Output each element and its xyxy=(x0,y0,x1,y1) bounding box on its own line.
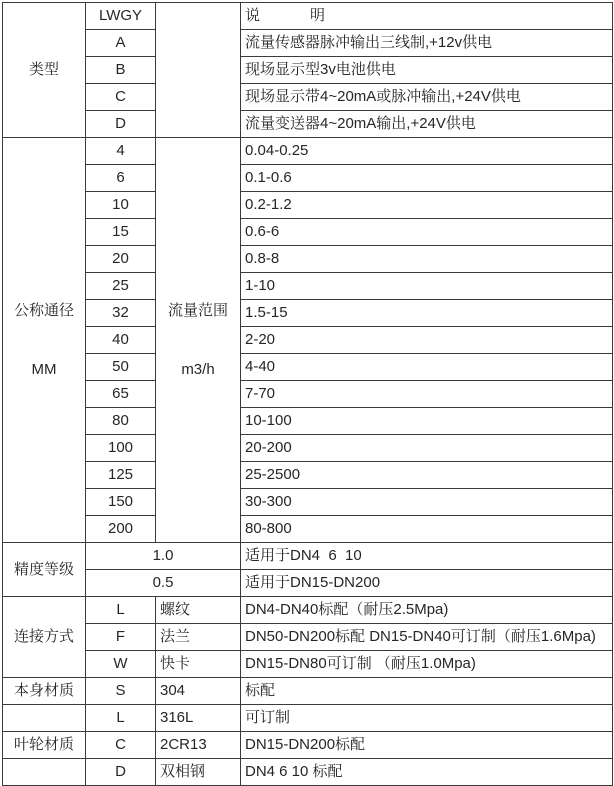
flow-range-cell: 25-2500 xyxy=(241,462,613,489)
flow-range-cell: 0.1-0.6 xyxy=(241,165,613,192)
dn-value-cell: 50 xyxy=(86,354,156,381)
flow-range-cell: 30-300 xyxy=(241,489,613,516)
dn-value-cell: 80 xyxy=(86,408,156,435)
body-material-desc-cell: 标配 xyxy=(241,678,613,705)
type-code-cell: B xyxy=(86,57,156,84)
dn-value-cell: 6 xyxy=(86,165,156,192)
type-desc-cell: 现场显示型3v电池供电 xyxy=(241,57,613,84)
type-desc-cell: 流量传感器脉冲输出三线制,+12v供电 xyxy=(241,30,613,57)
dn-value-cell: 32 xyxy=(86,300,156,327)
impeller-material-code-cell: D xyxy=(86,759,156,786)
flow-range-cell: 1.5-15 xyxy=(241,300,613,327)
body-material-code-cell: L xyxy=(86,705,156,732)
flow-range-cell: 0.2-1.2 xyxy=(241,192,613,219)
flow-range-cell: 0.6-6 xyxy=(241,219,613,246)
flow-range-cell: 20-200 xyxy=(241,435,613,462)
impeller-material-desc-cell: DN4 6 10 标配 xyxy=(241,759,613,786)
body-material-label: 本身材质 xyxy=(3,678,86,705)
flow-range-cell: 0.04-0.25 xyxy=(241,138,613,165)
connection-code-cell: W xyxy=(86,651,156,678)
impeller-material-desc-cell: DN15-DN200标配 xyxy=(241,732,613,759)
diameter-label-line1: 公称通径 xyxy=(13,302,74,319)
connection-desc-cell: DN15-DN80可订制 （耐压1.0Mpa) xyxy=(241,651,613,678)
connection-desc-cell: DN4-DN40标配（耐压2.5Mpa) xyxy=(241,597,613,624)
flowmeter-spec-table xyxy=(2,2,613,786)
type-desc-cell: 流量变送器4~20mA输出,+24V供电 xyxy=(241,111,613,138)
flow-range-label-line2: m3/h xyxy=(181,360,215,378)
dn-value-cell: 100 xyxy=(86,435,156,462)
accuracy-section-label: 精度等级 xyxy=(3,543,86,597)
accuracy-scope-cell: 适用于DN15-DN200 xyxy=(241,570,613,597)
dn-value-cell: 40 xyxy=(86,327,156,354)
body-material-empty-label xyxy=(3,705,86,732)
impeller-material-empty-label xyxy=(3,759,86,786)
diameter-label-line2: MM xyxy=(31,360,57,378)
body-material-code-cell: S xyxy=(86,678,156,705)
impeller-material-name-cell: 双相钢 xyxy=(156,759,241,786)
model-header-cell: LWGY xyxy=(86,3,156,30)
connection-name-cell: 法兰 xyxy=(156,624,241,651)
dn-value-cell: 25 xyxy=(86,273,156,300)
dn-value-cell: 10 xyxy=(86,192,156,219)
accuracy-class-cell: 1.0 xyxy=(86,543,241,570)
connection-name-cell: 螺纹 xyxy=(156,597,241,624)
dn-value-cell: 65 xyxy=(86,381,156,408)
dn-value-cell: 4 xyxy=(86,138,156,165)
diameter-section-label xyxy=(3,138,86,543)
flow-range-cell: 80-800 xyxy=(241,516,613,543)
dn-value-cell: 20 xyxy=(86,246,156,273)
accuracy-scope-cell: 适用于DN4 6 10 xyxy=(241,543,613,570)
spacer-column-cell xyxy=(156,3,241,138)
type-code-cell: A xyxy=(86,30,156,57)
flow-range-cell: 2-20 xyxy=(241,327,613,354)
type-code-cell: C xyxy=(86,84,156,111)
connection-section-label: 连接方式 xyxy=(3,597,86,678)
dn-value-cell: 125 xyxy=(86,462,156,489)
flow-range-cell: 1-10 xyxy=(241,273,613,300)
flow-range-label-line1: 流量范围 xyxy=(167,302,228,319)
connection-name-cell: 快卡 xyxy=(156,651,241,678)
impeller-material-label: 叶轮材质 xyxy=(3,732,86,759)
flow-range-cell: 4-40 xyxy=(241,354,613,381)
body-material-desc-cell: 可订制 xyxy=(241,705,613,732)
body-material-name-cell: 304 xyxy=(156,678,241,705)
dn-value-cell: 15 xyxy=(86,219,156,246)
type-desc-cell: 现场显示带4~20mA或脉冲输出,+24V供电 xyxy=(241,84,613,111)
description-header-cell: 说 明 xyxy=(241,3,613,30)
body-material-name-cell: 316L xyxy=(156,705,241,732)
dn-value-cell: 150 xyxy=(86,489,156,516)
accuracy-class-cell: 0.5 xyxy=(86,570,241,597)
connection-desc-cell: DN50-DN200标配 DN15-DN40可订制（耐压1.6Mpa) xyxy=(241,624,613,651)
connection-code-cell: F xyxy=(86,624,156,651)
flow-range-cell: 7-70 xyxy=(241,381,613,408)
type-section-label: 类型 xyxy=(3,3,86,138)
impeller-material-code-cell: C xyxy=(86,732,156,759)
flow-range-label-cell xyxy=(156,138,241,543)
flow-range-cell: 0.8-8 xyxy=(241,246,613,273)
connection-code-cell: L xyxy=(86,597,156,624)
dn-value-cell: 200 xyxy=(86,516,156,543)
flow-range-cell: 10-100 xyxy=(241,408,613,435)
impeller-material-name-cell: 2CR13 xyxy=(156,732,241,759)
type-code-cell: D xyxy=(86,111,156,138)
